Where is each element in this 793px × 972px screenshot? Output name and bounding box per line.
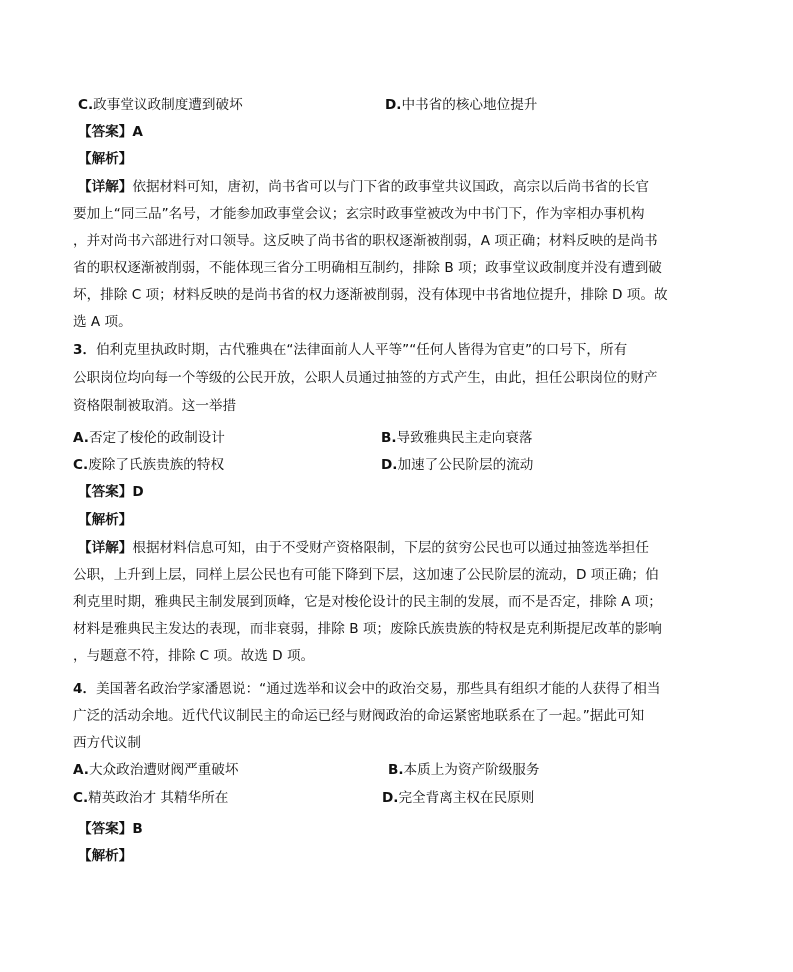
q4-option-b xyxy=(388,761,539,779)
q3-analysis-heading xyxy=(78,511,132,529)
q2-detail-line-6: 选 A 项。 xyxy=(73,314,132,330)
q4-stem-line-2: 广泛的活动余地。近代代议制民主的命运已经与财阀政治的命运紧密地联系在了一起。”据此可知 xyxy=(73,708,645,724)
q2-option-c-text: 政事堂议政制度遭到破坏 xyxy=(93,97,243,113)
q2-analysis-heading xyxy=(78,150,132,168)
q3-detail-tag: 【详解】 xyxy=(78,540,133,556)
q3-detail-line-1 xyxy=(78,539,649,557)
q3-option-b xyxy=(381,429,532,447)
q4-option-a-text: 大众政治遭财阀严重破坏 xyxy=(88,762,239,778)
q3-detail-line-4: 材料是雅典民主发达的表现，而非衰弱，排除 B 项；废除氏族贵族的特权是克利斯提尼改革的影响 xyxy=(73,621,662,637)
q2-detail-line-3: ，并对尚书六部进行对口领导。这反映了尚书省的职权逐渐被削弱，A 项正确；材料反映的是尚书 xyxy=(73,233,658,249)
q3-detail-line-3: 利克里时期，雅典民主制发展到顶峰，它是对梭伦设计的民主制的发展，而不是否定，排除 A 项； xyxy=(73,594,662,610)
q4-option-d xyxy=(382,789,534,807)
q2-analysis-tag: 【解析】 xyxy=(78,151,133,167)
q3-answer-value: D xyxy=(132,484,144,500)
q4-option-d-text: 完全背离主权在民原则 xyxy=(398,790,535,806)
q3-answer-tag: 【答案】 xyxy=(78,484,133,500)
q2-detail-line-1 xyxy=(78,178,649,196)
q3-option-b-label: B. xyxy=(381,430,397,446)
q3-option-d xyxy=(381,456,533,474)
q3-detail-line-5: ，与题意不符，排除 C 项。故选 D 项。 xyxy=(73,648,315,664)
q3-option-a-text: 否定了梭伦的政制设计 xyxy=(88,430,225,446)
q2-answer-value: A xyxy=(132,124,143,140)
q4-answer-value: B xyxy=(132,821,143,837)
q3-option-c-label: C. xyxy=(73,457,89,473)
q4-option-d-label: D. xyxy=(382,790,399,806)
q4-option-a xyxy=(73,761,238,779)
q3-stem-line-2: 公职岗位均向每一个等级的公民开放，公职人员通过抽签的方式产生，由此，担任公职岗位的财产 xyxy=(73,370,658,386)
q4-stem-line-3: 西方代议制 xyxy=(73,735,141,751)
q4-number: 4． xyxy=(73,681,97,697)
q2-detail-tag: 【详解】 xyxy=(78,179,133,195)
q3-answer xyxy=(78,483,144,501)
q4-option-a-label: A. xyxy=(73,762,89,778)
q3-detail-text-1: 根据材料信息可知，由于不受财产资格限制，下层的贫穷公民也可以通过抽签选举担任 xyxy=(132,540,649,556)
q4-answer-tag: 【答案】 xyxy=(78,821,133,837)
q2-detail-text-1: 依据材料可知，唐初，尚书省可以与门下省的政事堂共议国政，高宗以后尚书省的长官 xyxy=(132,179,649,195)
q4-analysis-heading xyxy=(78,847,132,865)
q3-option-c xyxy=(73,456,224,474)
q3-analysis-tag: 【解析】 xyxy=(78,512,133,528)
q4-answer xyxy=(78,820,143,838)
q2-option-d-label: D. xyxy=(385,97,402,113)
q2-detail-line-5: 坏，排除 C 项；材料反映的是尚书省的权力逐渐被削弱，没有体现中书省地位提升，排除 D 项。故 xyxy=(73,287,668,303)
q4-option-c-label: C. xyxy=(73,790,89,806)
q4-option-c xyxy=(73,789,228,807)
q2-detail-line-4: 省的职权逐渐被削弱，不能体现三省分工明确相互制约，排除 B 项；政事堂议政制度并没有遭到破 xyxy=(73,260,662,276)
q3-stem-line-1 xyxy=(73,341,627,359)
q3-option-b-text: 导致雅典民主走向衰落 xyxy=(396,430,533,446)
q3-stem-line-3: 资格限制被取消。这一举措 xyxy=(73,398,237,414)
q4-analysis-tag: 【解析】 xyxy=(78,848,133,864)
q3-stem-text-1: 伯利克里执政时期，古代雅典在“法律面前人人平等”“任何人皆得为官吏”的口号下，所有 xyxy=(96,342,628,358)
q3-detail-line-2: 公职，上升到上层，同样上层公民也有可能下降到下层，这加速了公民阶层的流动，D 项正确；伯 xyxy=(73,567,659,583)
q2-answer-tag: 【答案】 xyxy=(78,124,133,140)
q3-option-a xyxy=(73,429,225,447)
q4-stem-line-1 xyxy=(73,680,660,698)
q4-option-c-text: 精英政治才 其精华所在 xyxy=(88,790,229,806)
q3-option-d-text: 加速了公民阶层的流动 xyxy=(397,457,534,473)
q2-answer xyxy=(78,123,143,141)
q2-option-c xyxy=(78,96,243,114)
q4-option-b-text: 本质上为资产阶级服务 xyxy=(403,762,540,778)
q2-option-d-text: 中书省的核心地位提升 xyxy=(401,97,538,113)
q3-option-a-label: A. xyxy=(73,430,89,446)
q2-option-c-label: C. xyxy=(78,97,94,113)
q4-option-b-label: B. xyxy=(388,762,404,778)
q3-option-c-text: 废除了氏族贵族的特权 xyxy=(88,457,225,473)
q2-option-d xyxy=(385,96,537,114)
q3-option-d-label: D. xyxy=(381,457,398,473)
q3-number: 3． xyxy=(73,342,97,358)
q4-stem-text-1: 美国著名政治学家潘恩说：“通过选举和议会中的政治交易，那些具有组织才能的人获得了相当 xyxy=(96,681,661,697)
q2-detail-line-2: 要加上“同三品”名号，才能参加政事堂会议；玄宗时政事堂被改为中书门下，作为宰相办事机构 xyxy=(73,206,645,222)
